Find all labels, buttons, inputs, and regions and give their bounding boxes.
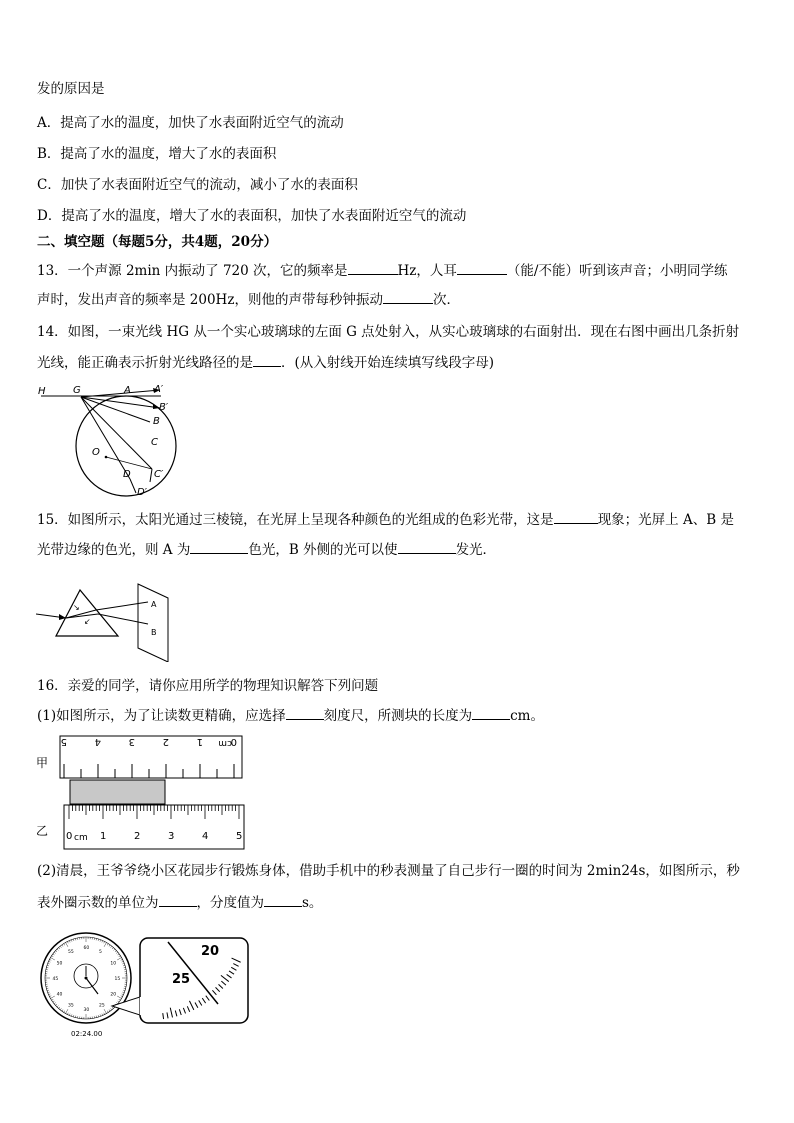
q16-text: ，分度值为 xyxy=(196,895,264,911)
rulers-figure xyxy=(36,733,248,853)
q16-text: 表外圈示数的单位为 xyxy=(37,895,159,911)
stopwatch-number: 15 xyxy=(114,976,121,982)
top-ruler-number: 3 xyxy=(128,736,135,747)
answer-blank[interactable] xyxy=(159,893,197,907)
q12-option-a: A．提高了水的温度，加快了水表面附近空气的流动 xyxy=(37,115,344,131)
label-d-prime: D′ xyxy=(137,487,147,498)
q16-text: cm。 xyxy=(510,708,544,724)
q15-text: 15．如图所示，太阳光通过三棱镜，在光屏上呈现各种颜色的光组成的色彩光带，这是 xyxy=(37,512,554,528)
q12-option-c: C．加快了水表面附近空气的流动，减小了水的表面积 xyxy=(37,177,358,193)
q12-option-b: B．提高了水的温度，增大了水的表面积 xyxy=(37,146,277,162)
top-ruler-unit: cm xyxy=(218,738,232,748)
q15-text: 光带边缘的色光，则 A 为 xyxy=(37,542,191,558)
q15-text: 发光． xyxy=(455,542,497,558)
q13-text: 次． xyxy=(432,292,460,308)
q14-text: ．(从入射线开始连续填写线段字母) xyxy=(281,355,495,371)
label-yi: 乙 xyxy=(36,824,49,838)
label-a-prime: A′ xyxy=(154,384,164,395)
stopwatch-number: 55 xyxy=(68,949,74,955)
top-ruler-number: 5 xyxy=(60,736,67,747)
label-h: H xyxy=(38,386,46,397)
label-o: O xyxy=(92,447,100,458)
label-a: A xyxy=(124,385,131,396)
q13-line1 xyxy=(37,261,727,280)
bottom-ruler-number: 4 xyxy=(202,831,209,842)
q14-line2 xyxy=(37,353,494,372)
label-b: B xyxy=(151,628,157,637)
q16-intro: 16．亲爱的同学，请你应用所学的物理知识解答下列问题 xyxy=(37,678,379,694)
glass-sphere-figure xyxy=(36,382,186,502)
stopwatch-readout: 02:24.00 xyxy=(71,1030,103,1038)
top-ruler-number: 1 xyxy=(196,736,203,747)
top-ruler-number: 0 xyxy=(230,736,237,747)
q13-text: 声时，发出声音的频率是 200Hz，则他的声带每秒钟振动 xyxy=(37,292,383,308)
answer-blank[interactable] xyxy=(457,261,507,275)
svg-text:↙: ↙ xyxy=(84,617,91,626)
label-a: A xyxy=(151,600,157,609)
label-b-prime: B′ xyxy=(159,402,169,413)
q14-line1: 14．如图，一束光线 HG 从一个实心玻璃球的左面 G 点处射入，从实心玻璃球的右面射出．现在右图中画出几条折射 xyxy=(37,324,740,340)
answer-blank[interactable] xyxy=(348,261,398,275)
answer-blank[interactable] xyxy=(554,510,598,524)
stopwatch-number: 25 xyxy=(99,1003,105,1009)
q12-stem-tail: 发的原因是 xyxy=(37,81,105,97)
q14-text: 光线，能正确表示折射光线路径的是 xyxy=(37,355,253,371)
bottom-ruler-number: 2 xyxy=(134,831,141,842)
prism-figure xyxy=(36,580,186,662)
stopwatch-figure xyxy=(40,930,252,1040)
label-c-prime: C′ xyxy=(154,469,164,480)
stopwatch-number: 45 xyxy=(52,976,59,982)
magnified-25: 25 xyxy=(172,972,191,987)
q15-line2 xyxy=(37,540,496,559)
label-c: C xyxy=(151,437,158,448)
q16-part2-line2 xyxy=(37,893,322,912)
bottom-ruler-number: 5 xyxy=(236,831,243,842)
q15-text: 色光，B 外侧的光可以使 xyxy=(248,542,398,558)
label-d: D xyxy=(123,469,131,480)
section-heading: 二、填空题（每题5分，共4题，20分） xyxy=(37,234,278,250)
stopwatch-number: 60 xyxy=(83,945,90,951)
stopwatch-number: 5 xyxy=(99,949,102,955)
q12-option-d: D．提高了水的温度，增大了水的表面积，加快了水表面附近空气的流动 xyxy=(37,208,467,224)
q16-text: 刻度尺，所测块的长度为 xyxy=(323,708,473,724)
stopwatch-number: 10 xyxy=(110,961,117,967)
q15-line1 xyxy=(37,510,734,529)
q13-text: 13．一个声源 2min 内振动了 720 次，它的频率是 xyxy=(37,263,348,279)
q16-text: s。 xyxy=(302,895,323,911)
bottom-ruler-number: 0 xyxy=(66,831,73,842)
label-b: B xyxy=(153,416,160,427)
q13-line2 xyxy=(37,290,460,309)
answer-blank[interactable] xyxy=(253,353,281,367)
answer-blank[interactable] xyxy=(383,290,433,304)
stopwatch-number: 20 xyxy=(110,992,117,998)
q15-text: 现象；光屏上 A、B 是 xyxy=(597,512,734,528)
q16-text: (1)如图所示，为了让读数更精确，应选择 xyxy=(37,708,286,724)
top-ruler-number: 4 xyxy=(94,736,101,747)
top-ruler-number: 2 xyxy=(162,736,169,747)
bottom-ruler-number: 1 xyxy=(100,831,107,842)
bottom-ruler-unit: cm xyxy=(74,833,88,843)
stopwatch-number: 40 xyxy=(56,992,63,998)
q13-text: Hz，人耳 xyxy=(397,263,457,279)
stopwatch-number: 35 xyxy=(68,1003,74,1009)
svg-text:↘: ↘ xyxy=(73,603,80,612)
answer-blank[interactable] xyxy=(264,893,302,907)
answer-blank[interactable] xyxy=(286,706,324,720)
answer-blank[interactable] xyxy=(398,540,456,554)
q13-text: （能/不能）听到该声音；小明同学练 xyxy=(506,263,728,279)
bottom-ruler-number: 3 xyxy=(168,831,175,842)
answer-blank[interactable] xyxy=(190,540,248,554)
q16-part2-line1: (2)清晨，王爷爷绕小区花园步行锻炼身体，借助手机中的秒表测量了自己步行一圈的时间为 2min24s，如图所示，秒 xyxy=(37,863,740,879)
answer-blank[interactable] xyxy=(472,706,510,720)
stopwatch-number: 50 xyxy=(56,961,63,967)
label-jia: 甲 xyxy=(36,756,49,770)
magnified-20: 20 xyxy=(201,944,220,959)
stopwatch-number: 30 xyxy=(83,1007,90,1013)
label-g: G xyxy=(73,385,81,396)
q16-part1 xyxy=(37,706,544,725)
